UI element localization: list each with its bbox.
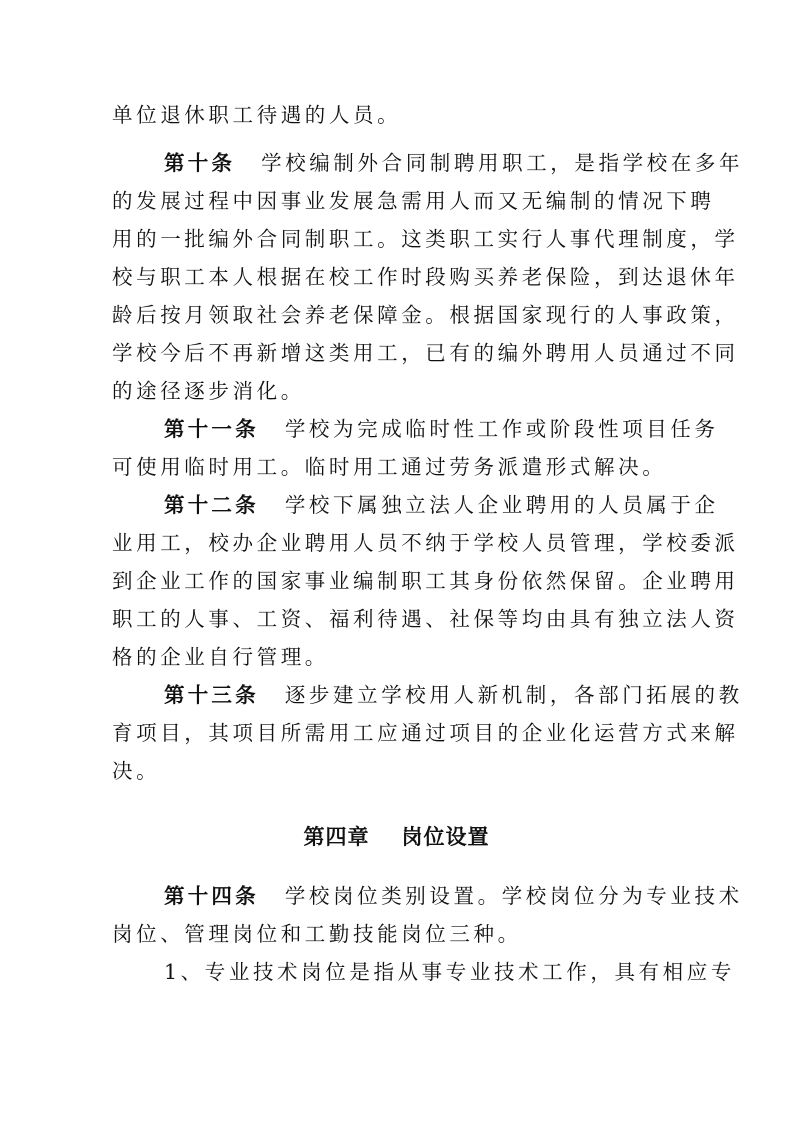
article-number: 第十一条	[164, 417, 259, 441]
text-line: 格的企业自行管理。	[112, 645, 329, 669]
text-line: 的发展过程中因事业发展急需用人而又无编制的情况下聘	[112, 189, 715, 213]
text-line: 业用工，校办企业聘用人员不纳于学校人员管理，学校委派	[112, 531, 739, 555]
text-line: 决。	[112, 759, 161, 783]
text-line: 职工的人事、工资、福利待遇、社保等均由具有独立法人资	[112, 607, 739, 631]
text-line: 的途径逐步消化。	[112, 379, 305, 403]
article-text: 学校编制外合同制聘用职工，是指学校在多年	[261, 151, 744, 175]
article-number: 第十四条	[164, 884, 259, 908]
article-text: 学校岗位类别设置。学校岗位分为专业技术	[284, 884, 743, 908]
article-text: 学校为完成临时性工作或阶段性项目任务	[284, 417, 719, 441]
text-line: 单位退休职工待遇的人员。	[112, 103, 402, 127]
article-number: 第十三条	[164, 683, 259, 707]
text-line: 龄后按月领取社会养老保障金。根据国家现行的人事政策，	[112, 303, 739, 327]
list-item: 1、专业技术岗位是指从事专业技术工作，具有相应专	[164, 960, 735, 984]
text-line: 学校今后不再新增这类用工，已有的编外聘用人员通过不同	[112, 341, 739, 365]
text-line: 校与职工本人根据在校工作时段购买养老保险，到达退休年	[112, 265, 739, 289]
text-line: 可使用临时用工。临时用工通过劳务派遣形式解决。	[112, 455, 667, 479]
text-line: 育项目，其项目所需用工应通过项目的企业化运营方式来解	[112, 721, 739, 745]
chapter-title: 岗位设置	[401, 825, 490, 849]
article-paragraph	[164, 415, 719, 443]
article-paragraph	[164, 491, 719, 519]
article-number: 第十条	[164, 151, 236, 175]
text-line: 到企业工作的国家事业编制职工其身份依然保留。企业聘用	[112, 569, 739, 593]
chapter-heading	[0, 822, 793, 852]
text-line: 岗位、管理岗位和工勤技能岗位三种。	[112, 922, 522, 946]
text-line: 用的一批编外合同制职工。这类职工实行人事代理制度，学	[112, 227, 739, 251]
article-text: 学校下属独立法人企业聘用的人员属于企	[284, 493, 719, 517]
article-number: 第十二条	[164, 493, 259, 517]
article-paragraph	[164, 882, 743, 910]
article-paragraph	[164, 149, 743, 177]
article-text: 逐步建立学校用人新机制，各部门拓展的教	[284, 683, 743, 707]
chapter-number: 第四章	[303, 825, 370, 849]
article-paragraph	[164, 681, 743, 709]
